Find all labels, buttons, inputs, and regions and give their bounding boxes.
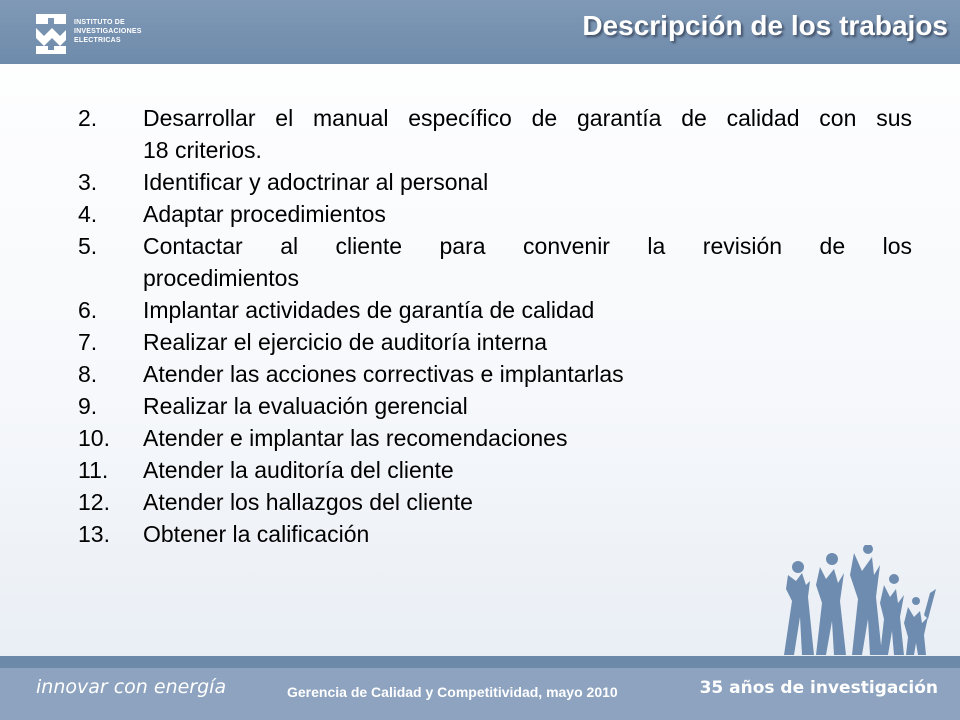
item-number: 10. [78,425,110,451]
logo-line: INVESTIGACIONES [74,28,142,35]
list-item [78,454,912,486]
item-line: procedimientos [143,265,299,291]
item-number: 12. [78,489,110,515]
list-item [78,230,912,294]
list-item [78,198,912,230]
item-number: 4. [78,201,98,227]
item-text: Obtener la calificación [143,521,370,547]
item-number: 6. [78,297,98,323]
logo-line: INSTITUTO DE [74,19,125,26]
item-number: 13. [78,521,110,547]
logo-line: ELECTRICAS [74,37,121,44]
list-item [78,486,912,518]
item-line: 18 criterios. [143,137,262,163]
item-number: 3. [78,169,98,195]
list-item [78,390,912,422]
footer-bar [0,668,960,720]
slide-title: Descripción de los trabajos [582,10,948,41]
footer-band [0,656,960,668]
item-text: Atender las acciones correctivas e implantarlas [143,361,624,387]
item-number: 7. [78,329,98,355]
item-text: Adaptar procedimientos [143,201,386,227]
item-text [143,230,912,294]
item-text: Atender e implantar las recomendaciones [143,425,568,451]
iie-logo [34,8,164,56]
footer-center-text: Gerencia de Calidad y Competitividad, mayo 2010 [287,684,618,700]
task-list [78,102,912,550]
list-item [78,358,912,390]
list-item [78,166,912,198]
item-number: 2. [78,105,98,131]
list-item [78,102,912,166]
item-number: 11. [78,457,109,483]
item-number: 9. [78,393,98,419]
logo-text [74,18,142,45]
people-figures-icon [780,545,950,657]
item-text: Implantar actividades de garantía de calidad [143,297,595,323]
item-number: 8. [78,361,98,387]
item-text: Realizar el ejercicio de auditoría interna [143,329,547,355]
item-line: Desarrollar el manual específico de garantía de calidad con sus [143,105,912,131]
item-text: Atender la auditoría del cliente [143,457,454,483]
item-text: Identificar y adoctrinar al personal [143,169,489,195]
footer-anniversary: 35 años de investigación [699,678,938,698]
item-text: Atender los hallazgos del cliente [143,489,473,515]
item-number: 5. [78,233,98,259]
list-item [78,326,912,358]
list-item [78,422,912,454]
footer-tagline: innovar con energía [36,676,227,698]
iie-logo-icon [34,10,68,54]
list-item [78,294,912,326]
item-text [143,102,912,166]
item-text: Realizar la evaluación gerencial [143,393,468,419]
header-bar [0,0,960,64]
item-line: Contactar al cliente para convenir la revisión de los [143,233,912,259]
